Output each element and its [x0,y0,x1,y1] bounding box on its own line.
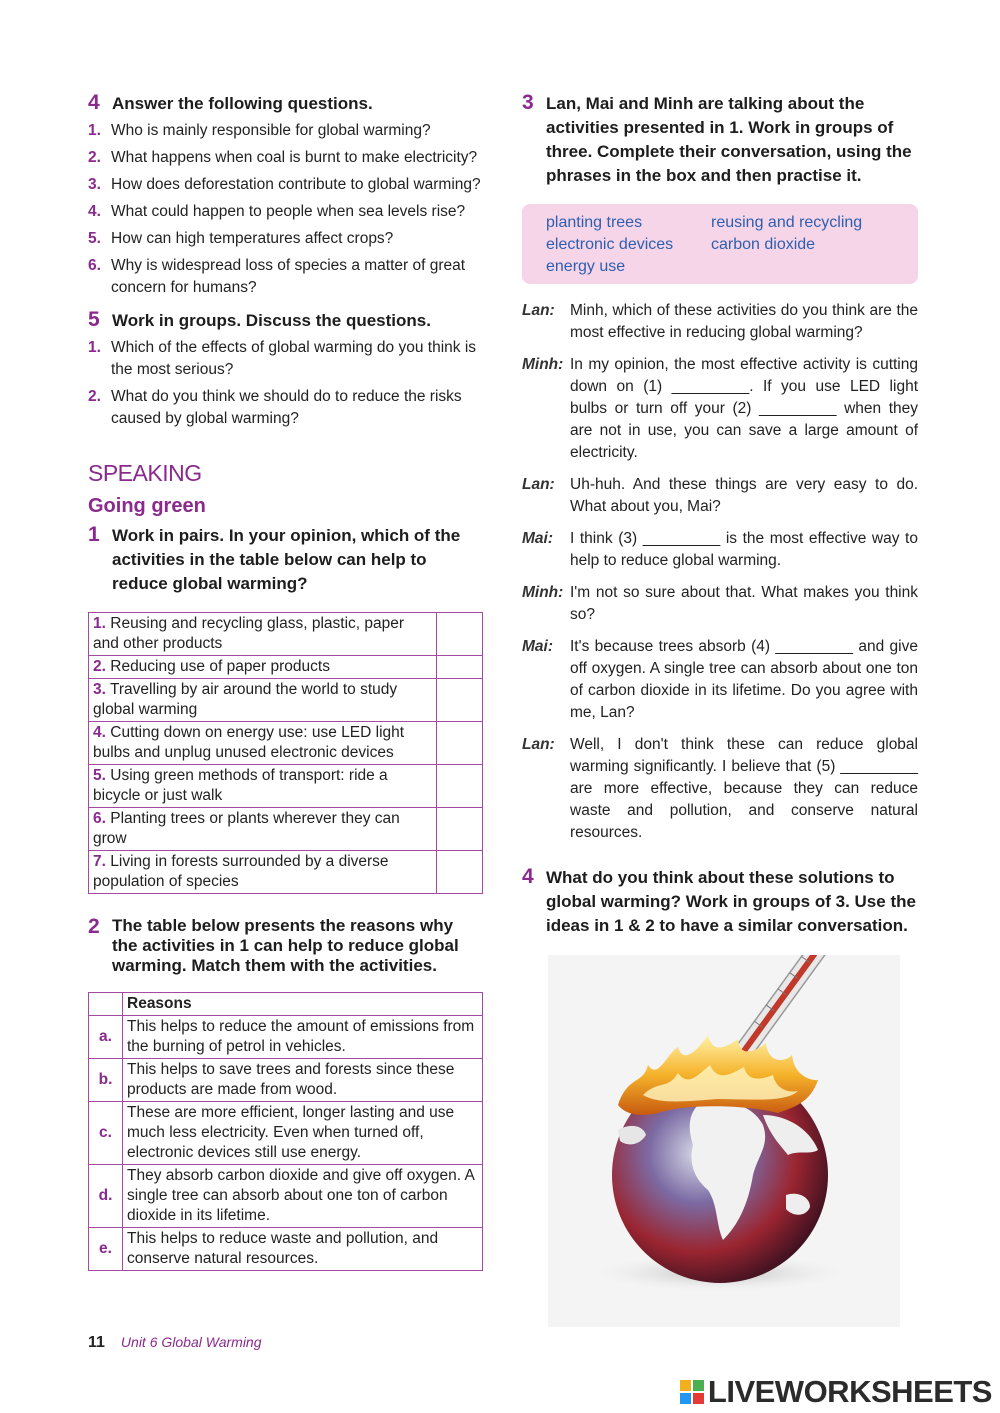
row-number: 3. [93,681,106,698]
table-row [89,656,483,679]
utterance: I think (3) _________ is the most effective way to help to reduce global warming. [570,530,918,569]
conversation-line [522,582,918,626]
phrase: energy use [546,258,626,275]
exercise-4-title [88,92,483,116]
exercise-number: 2 [88,915,100,938]
exercise-number: 5 [88,308,100,331]
exercise-5-questions [88,337,483,430]
answer-box[interactable] [437,851,483,894]
list-item [88,147,483,169]
answer-box[interactable] [437,613,483,656]
exercise-number: 3 [522,91,534,114]
list-item [88,120,483,142]
question-text: What could happen to people when sea levels rise? [111,203,466,220]
reason-text: They absorb carbon dioxide and give off oxygen. A single tree can absorb about one ton of carbon dioxide in its lifetime. [123,1165,483,1228]
question-text: Why is widespread loss of species a matter of great concern for humans? [111,257,466,296]
question-text: How does deforestation contribute to global warming? [111,176,481,193]
exercise-5-title [88,309,483,333]
question-text: What happens when coal is burnt to make electricity? [111,149,478,166]
exercise-instruction: The table below presents the reasons why the activities in 1 can help to reduce global warming. Match them with the activities. [112,916,459,975]
utterance: Uh-huh. And these things are very easy to do. What about you, Mai? [570,476,918,515]
exercise-number: 4 [522,865,534,888]
answer-box[interactable] [437,656,483,679]
column-header: Reasons [123,993,483,1016]
speaker: Mai: [522,638,553,655]
question-number: 4. [88,203,101,220]
answer-box[interactable] [437,679,483,722]
row-number: 2. [93,658,106,675]
list-item [88,174,483,196]
exercise-number: 4 [88,91,100,114]
list-item [88,337,483,381]
question-number: 2. [88,388,101,405]
table-row [89,1102,483,1165]
conversation-line [522,354,918,464]
speaking-2-title [88,916,483,976]
table-row [89,613,483,656]
question-text: What do you think we should do to reduce the risks caused by global warming? [111,388,462,427]
activity-text: Reusing and recycling glass, plastic, paper and other products [93,615,405,652]
section-heading: SPEAKING [88,460,202,486]
activities-table [88,612,483,894]
exercise-4-questions [88,120,483,299]
row-number: 5. [93,767,106,784]
speaker: Lan: [522,302,555,319]
speaker: Mai: [522,530,553,547]
conversation-line [522,528,918,572]
liveworksheets-logo-icon [680,1380,704,1404]
reasons-table [88,992,483,1271]
right-column [522,92,918,938]
conversation-line [522,734,918,844]
table-row [89,722,483,765]
speaking-3-title [522,92,918,188]
table-row [89,1165,483,1228]
page-footer [88,1334,262,1352]
exercise-instruction: Lan, Mai and Minh are talking about the activities presented in 1. Work in groups of three. Complete their conversation, using the phrases in the box and then practise it. [546,94,912,185]
question-number: 2. [88,149,101,166]
row-number: 7. [93,853,106,870]
row-letter: e. [89,1228,123,1271]
page-number: 11 [88,1334,105,1351]
exercise-instruction: Work in groups. Discuss the questions. [112,311,431,330]
conversation-line [522,474,918,518]
question-number: 5. [88,230,101,247]
activity-text: Travelling by air around the world to study global warming [93,681,398,718]
utterance: Minh, which of these activities do you think are the most effective in reducing global warming? [570,302,918,341]
row-number: 4. [93,724,106,741]
speaking-1-title [88,524,483,596]
table-row [89,1228,483,1271]
list-item [88,255,483,299]
activity-text: Reducing use of paper products [110,658,330,675]
conversation [522,300,918,844]
activity-text: Using green methods of transport: ride a bicycle or just walk [93,767,388,804]
list-item [88,201,483,223]
unit-label: Unit 6 Global Warming [120,1334,262,1350]
question-text: How can high temperatures affect crops? [111,230,394,247]
speaker: Minh: [522,356,564,373]
question-text: Who is mainly responsible for global warming? [111,122,431,139]
utterance: It's because trees absorb (4) _________ and give off oxygen. A single tree can absorb about one ton of carbon dioxide in its lifetime. Do you agree with me, Lan? [570,638,918,721]
table-row [89,808,483,851]
brand-logo [680,1374,992,1410]
exercise-instruction: Answer the following questions. [112,94,373,113]
utterance: Well, I don't think these can reduce global warming significantly. I believe that (5) _________ are more effective, because they can reduce waste and pollution, and conserve natural resources. [570,736,918,841]
reason-text: This helps to reduce waste and pollution, and conserve natural resources. [123,1228,483,1271]
brand-name: LIVEWORKSHEETS [707,1374,992,1409]
phrase: carbon dioxide [711,236,816,253]
activity-text: Planting trees or plants wherever they can grow [93,810,400,847]
row-letter: a. [89,1016,123,1059]
reason-text: These are more efficient, longer lasting and use much less electricity. Even when turned off, electronic devices still use energy. [123,1102,483,1165]
exercise-instruction: Work in pairs. In your opinion, which of the activities in the table below can help to reduce global warming? [112,526,461,593]
question-number: 3. [88,176,101,193]
utterance: In my opinion, the most effective activity is cutting down on (1) _________. If you use LED light bulbs or turn off your (2) _________ when they are not in use, you can save a large amount of electricity. [570,356,918,461]
exercise-instruction: What do you think about these solutions to global warming? Work in groups of 3. Use the ideas in 1 & 2 to have a similar conversation. [546,868,916,935]
section-subheading: Going green [88,495,206,517]
answer-box[interactable] [437,765,483,808]
question-number: 6. [88,257,101,274]
phrase: reusing and recycling [711,214,863,231]
table-row [89,851,483,894]
row-number: 6. [93,810,106,827]
globe-thermometer-icon [548,955,900,1327]
reason-text: This helps to reduce the amount of emissions from the burning of petrol in vehicles. [123,1016,483,1059]
answer-box[interactable] [437,808,483,851]
row-letter: b. [89,1059,123,1102]
activity-text: Cutting down on energy use: use LED light bulbs and unplug unused electronic devices [93,724,405,761]
answer-box[interactable] [437,722,483,765]
question-text: Which of the effects of global warming do you think is the most serious? [111,339,477,378]
list-item [88,386,483,430]
reason-text: This helps to save trees and forests since these products are made from wood. [123,1059,483,1102]
phrase: planting trees [546,214,643,231]
question-number: 1. [88,339,101,356]
row-letter: c. [89,1102,123,1165]
speaker: Minh: [522,584,564,601]
table-row [89,765,483,808]
speaking-4-title [522,866,918,938]
left-column [88,92,483,1271]
speaker: Lan: [522,736,555,753]
table-row [89,679,483,722]
phrase-box [522,204,918,284]
row-number: 1. [93,615,106,632]
table-header-row [89,993,483,1016]
question-number: 1. [88,122,101,139]
exercise-number: 1 [88,523,100,546]
conversation-line [522,300,918,344]
row-letter: d. [89,1165,123,1228]
burning-globe-illustration [548,955,900,1327]
table-row [89,1016,483,1059]
phrase: electronic devices [546,236,674,253]
utterance: I'm not so sure about that. What makes you think so? [570,584,918,623]
conversation-line [522,636,918,724]
activity-text: Living in forests surrounded by a diverse population of species [93,853,389,890]
list-item [88,228,483,250]
table-row [89,1059,483,1102]
speaker: Lan: [522,476,555,493]
